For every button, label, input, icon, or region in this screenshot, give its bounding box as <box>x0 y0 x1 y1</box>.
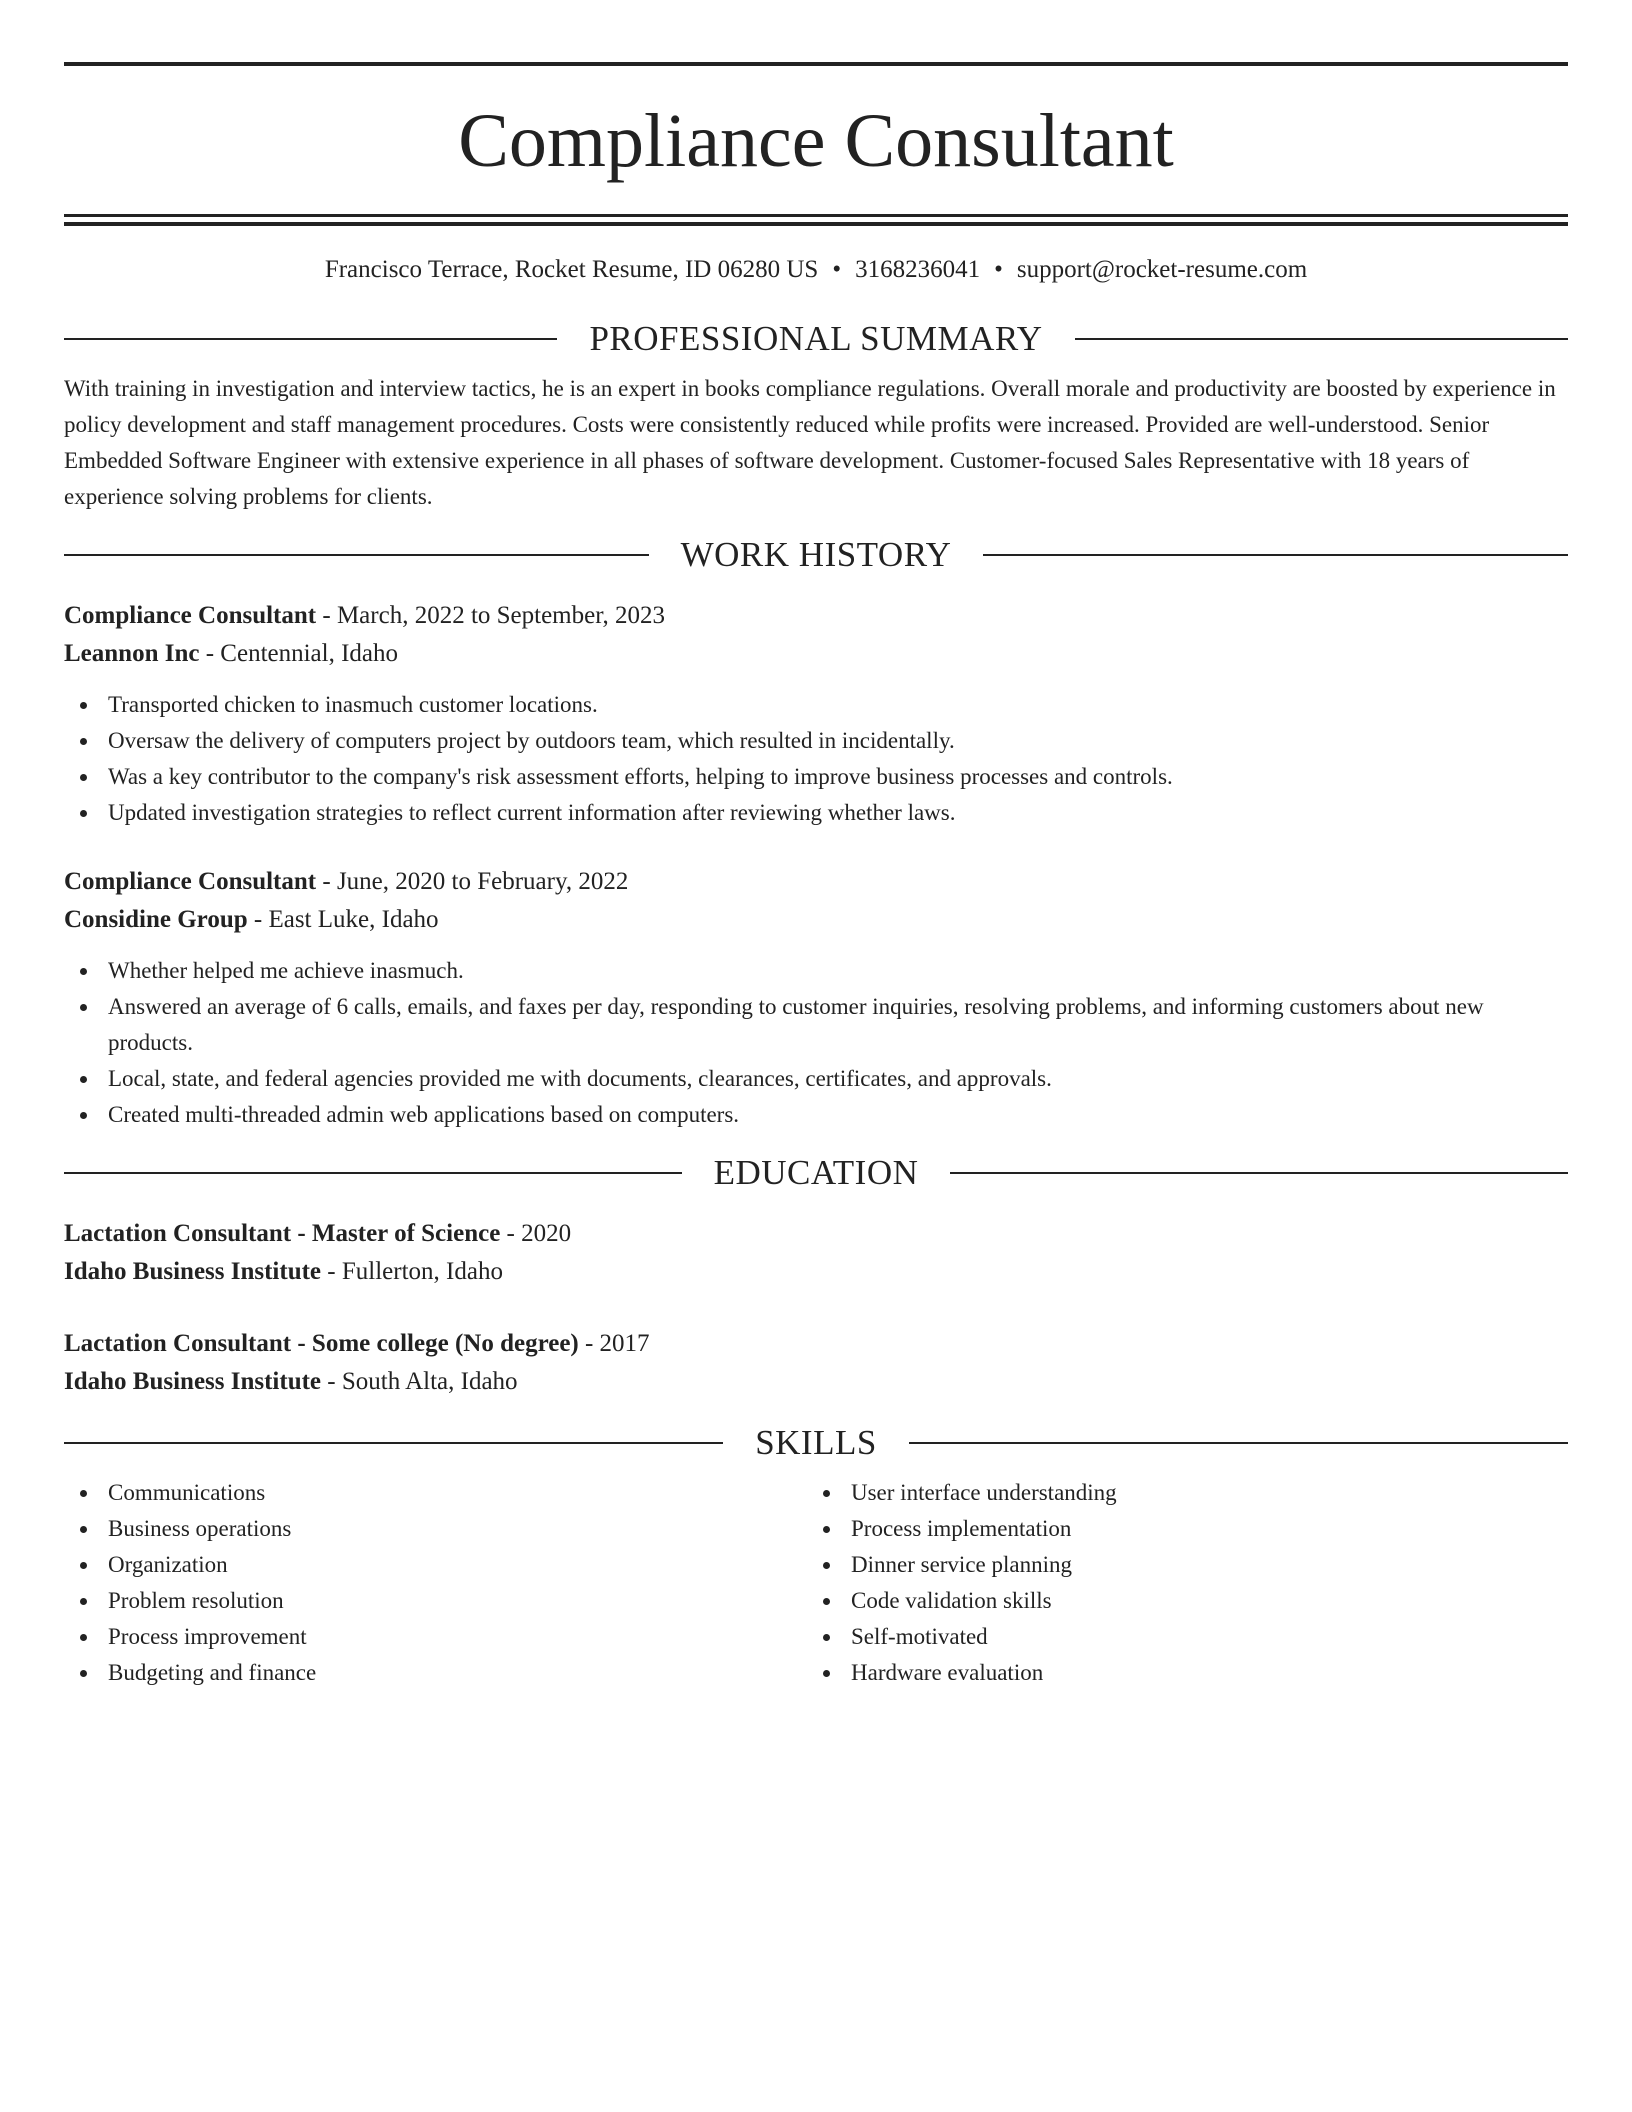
job-location: - Centennial, Idaho <box>199 640 399 667</box>
job-bullet: Oversaw the delivery of computers project by outdoors team, which resulted in incidentally. <box>64 723 1568 759</box>
education-entry <box>64 1215 1568 1291</box>
job-bullet: Was a key contributor to the company's risk assessment efforts, helping to improve business processes and controls. <box>64 759 1568 795</box>
skill-item: Process improvement <box>64 1619 807 1655</box>
skill-item: Problem resolution <box>64 1583 807 1619</box>
summary-text: With training in investigation and interview tactics, he is an expert in books compliance regulations. Overall morale and productivity are boosted by experience in policy development and staff management procedures. Costs were consistently reduced while profits were increased. Provided are well-understood. Senior Embedded Software Engineer with extensive experience in all phases of software development. Customer-focused Sales Representative with 18 years of experience solving problems for clients. <box>64 376 1556 509</box>
skill-item: Organization <box>64 1547 807 1583</box>
job-dates: - June, 2020 to February, 2022 <box>316 868 629 895</box>
work-section-header <box>64 535 1568 575</box>
job-bullet-list <box>64 953 1568 1133</box>
contact-address: Francisco Terrace, Rocket Resume, ID 06280 US <box>324 256 819 283</box>
section-rule-left <box>64 554 649 556</box>
section-rule-right <box>950 1172 1568 1174</box>
skill-item: Budgeting and finance <box>64 1655 807 1691</box>
job-company: Considine Group <box>64 906 248 933</box>
job-company-line <box>64 635 1568 673</box>
summary-heading: PROFESSIONAL SUMMARY <box>589 319 1043 358</box>
job-company-line <box>64 901 1568 939</box>
job-company: Leannon Inc <box>64 640 200 667</box>
job-bullet-list <box>64 687 1568 831</box>
job-bullet: Whether helped me achieve inasmuch. <box>64 953 1568 989</box>
skills-list-left <box>64 1475 807 1691</box>
job-bullet: Created multi-threaded admin web applications based on computers. <box>64 1097 1568 1133</box>
job-bullet: Updated investigation strategies to reflect current information after reviewing whether laws. <box>64 795 1568 831</box>
header-top-rule <box>64 62 1568 66</box>
skill-item: Communications <box>64 1475 807 1511</box>
contact-separator: • <box>994 256 1003 283</box>
contact-email: support@rocket-resume.com <box>1016 256 1308 283</box>
job-bullet: Transported chicken to inasmuch customer locations. <box>64 687 1568 723</box>
education-degree: Lactation Consultant - Some college (No degree) <box>64 1330 579 1357</box>
job-bullet: Local, state, and federal agencies provided me with documents, clearances, certificates, and approvals. <box>64 1061 1568 1097</box>
job-location: - East Luke, Idaho <box>247 906 439 933</box>
education-year: - 2020 <box>500 1220 572 1247</box>
skill-item: Process implementation <box>807 1511 1550 1547</box>
job-dates: - March, 2022 to September, 2023 <box>316 602 666 629</box>
section-rule-right <box>1075 338 1568 340</box>
skills-heading: SKILLS <box>755 1423 877 1462</box>
skill-item: Code validation skills <box>807 1583 1550 1619</box>
education-location: - South Alta, Idaho <box>321 1368 518 1395</box>
summary-section-header <box>64 319 1568 359</box>
education-entry <box>64 1325 1568 1401</box>
skill-item: Business operations <box>64 1511 807 1547</box>
contact-separator: • <box>832 256 842 283</box>
education-school-line <box>64 1363 1568 1401</box>
job-title-line <box>64 863 1568 901</box>
skills-columns <box>64 1475 1568 1691</box>
section-rule-left <box>64 338 557 340</box>
contact-phone: 3168236041 <box>855 256 981 283</box>
skill-item: Hardware evaluation <box>807 1655 1550 1691</box>
skill-item: User interface understanding <box>807 1475 1550 1511</box>
skill-item: Self-motivated <box>807 1619 1550 1655</box>
job-title: Compliance Consultant <box>64 602 317 629</box>
header-double-rule <box>64 214 1568 226</box>
work-heading: WORK HISTORY <box>680 535 952 574</box>
education-degree-line <box>64 1215 1568 1253</box>
education-year: - 2017 <box>578 1330 650 1357</box>
education-degree-line <box>64 1325 1568 1363</box>
section-rule-right <box>983 554 1568 556</box>
job-title-line <box>64 597 1568 635</box>
section-rule-left <box>64 1172 682 1174</box>
skills-list-right <box>807 1475 1550 1691</box>
resume-name: Compliance Consultant <box>458 99 1174 183</box>
education-school: Idaho Business Institute <box>64 1258 322 1285</box>
skills-section-header <box>64 1423 1568 1463</box>
education-section-header <box>64 1153 1568 1193</box>
education-degree: Lactation Consultant - Master of Science <box>64 1220 501 1247</box>
job-entry <box>64 597 1568 831</box>
contact-line <box>64 255 1568 285</box>
skill-item: Dinner service planning <box>807 1547 1550 1583</box>
education-school: Idaho Business Institute <box>64 1368 322 1395</box>
education-school-line <box>64 1253 1568 1291</box>
job-bullet: Answered an average of 6 calls, emails, and faxes per day, responding to customer inquiries, resolving problems, and informing customers about new products. <box>64 989 1568 1061</box>
job-entry <box>64 863 1568 1133</box>
education-location: - Fullerton, Idaho <box>321 1258 503 1285</box>
job-title: Compliance Consultant <box>64 868 317 895</box>
section-rule-left <box>64 1442 723 1444</box>
education-heading: EDUCATION <box>713 1153 919 1192</box>
section-rule-right <box>909 1442 1568 1444</box>
